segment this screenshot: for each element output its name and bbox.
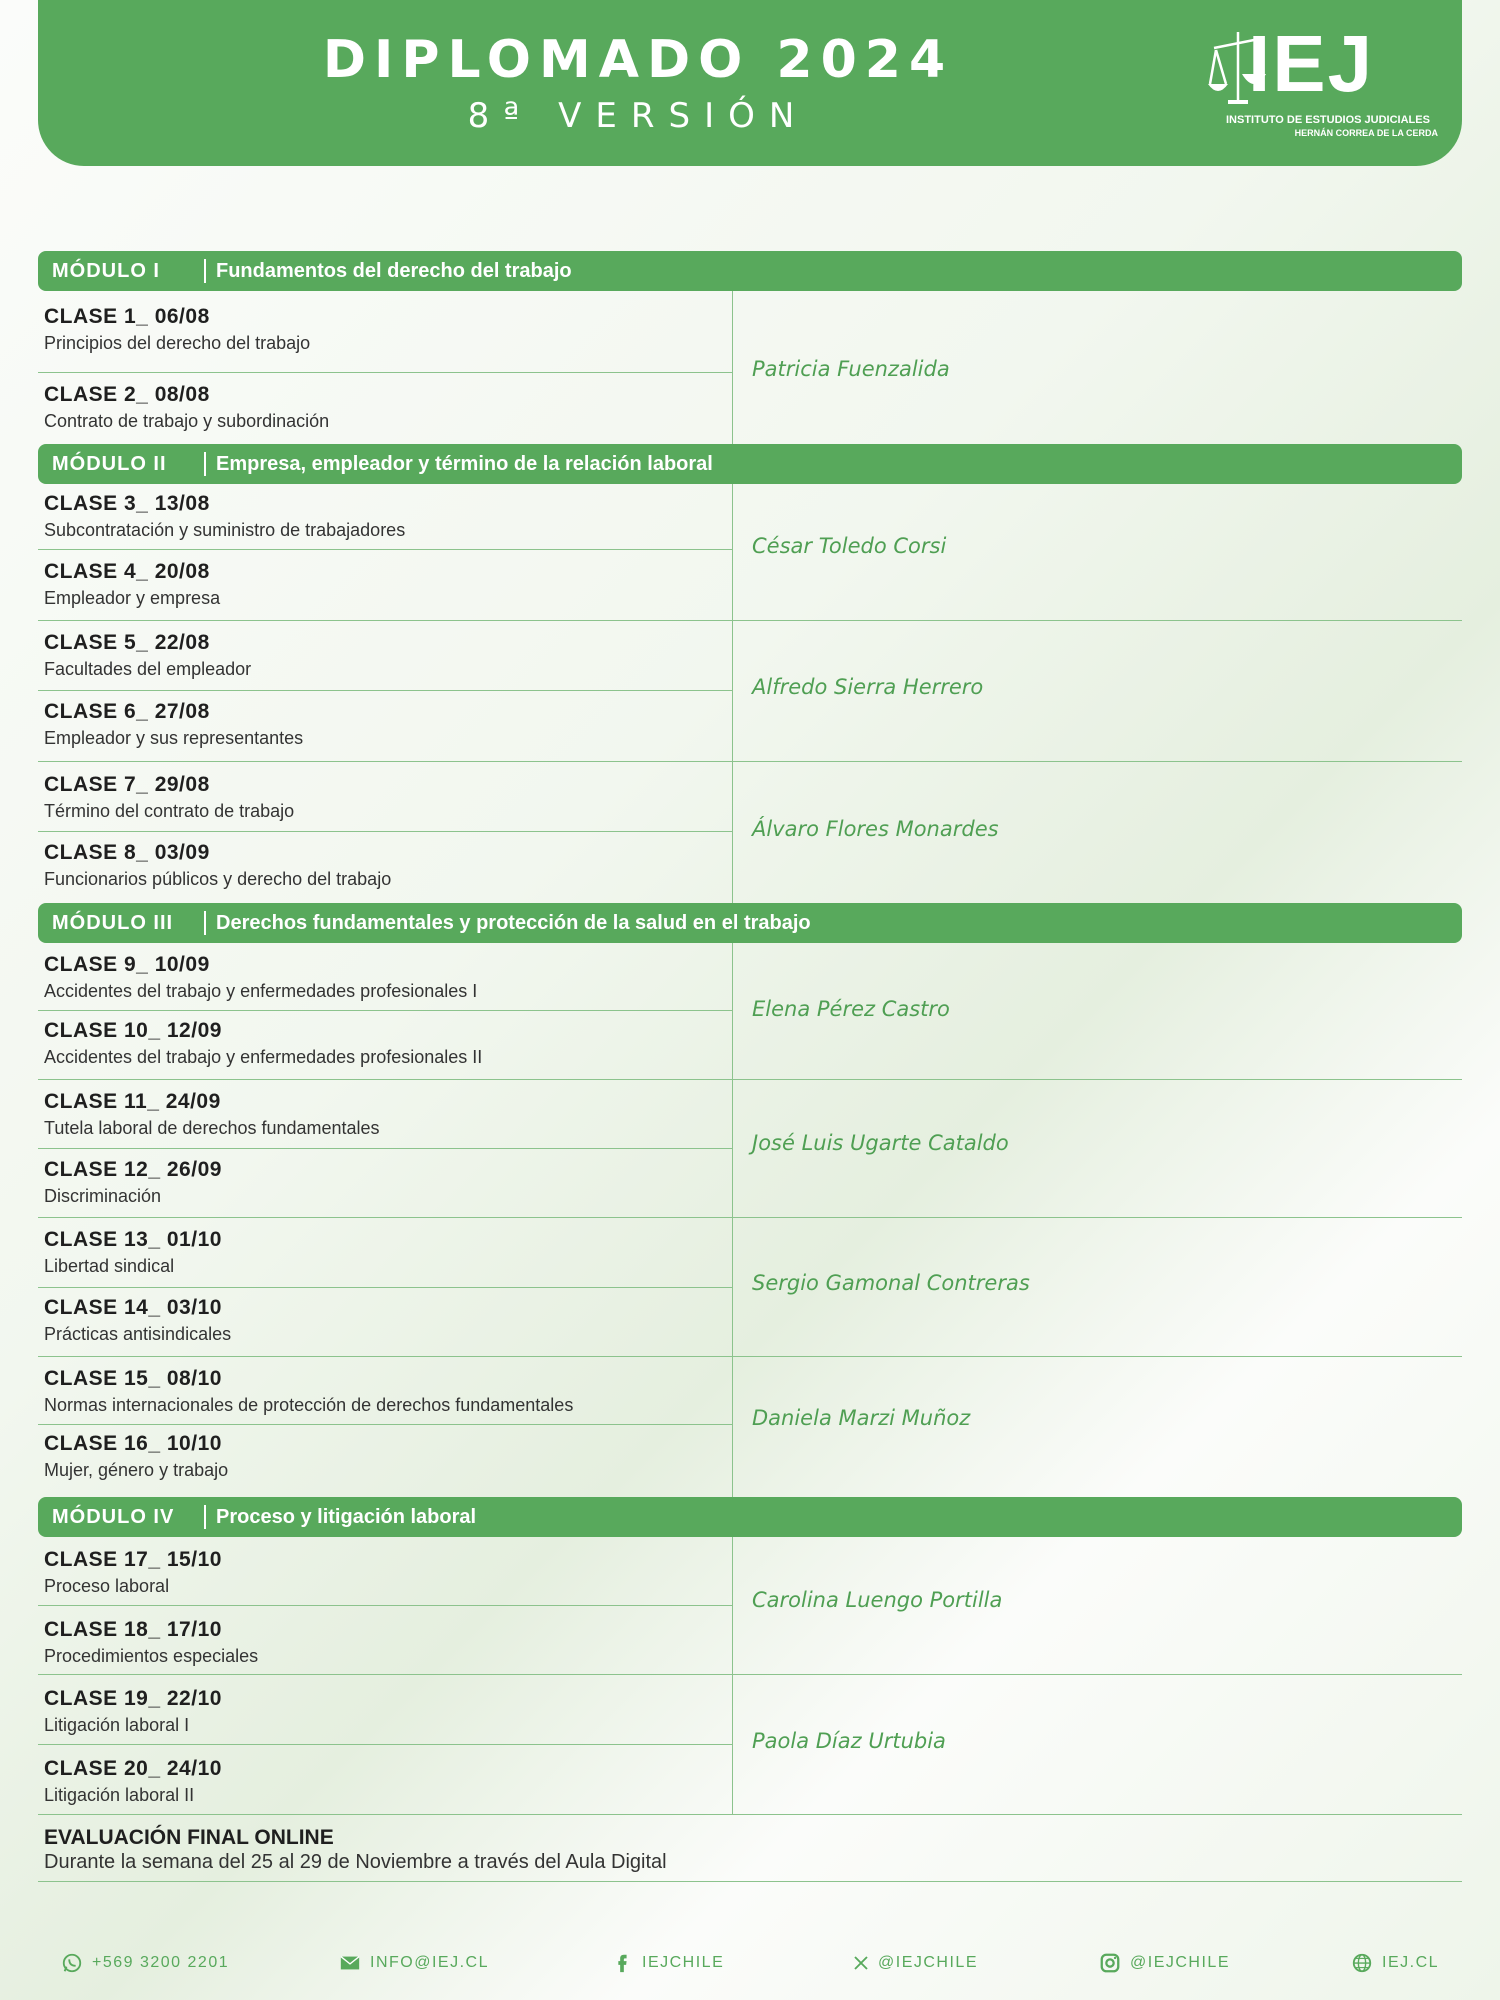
class-topic: Principios del derecho del trabajo <box>44 333 311 353</box>
class-topic: Término del contrato de trabajo <box>44 801 295 821</box>
module-title: Proceso y litigación laboral <box>216 1506 477 1528</box>
class-heading: CLASE 1_ 06/08 <box>44 305 210 328</box>
module-code: MÓDULO IV <box>52 1506 175 1528</box>
class-heading: CLASE 2_ 08/08 <box>44 383 210 406</box>
row-divider <box>38 1010 732 1011</box>
class-heading: CLASE 16_ 10/10 <box>44 1432 222 1455</box>
class-heading: CLASE 13_ 01/10 <box>44 1228 222 1251</box>
module-code: MÓDULO II <box>52 453 167 475</box>
class-heading: CLASE 10_ 12/09 <box>44 1019 222 1042</box>
class-topic: Proceso laboral <box>44 1576 170 1596</box>
teacher-name: César Toledo Corsi <box>752 534 947 558</box>
group-divider <box>38 1674 1462 1675</box>
row-divider <box>38 1287 732 1288</box>
footer-phone[interactable] <box>60 1952 229 1974</box>
class-topic: Prácticas antisindicales <box>44 1324 232 1344</box>
teacher-name: Alfredo Sierra Herrero <box>752 675 984 699</box>
class-item <box>44 1367 573 1416</box>
class-heading: CLASE 9_ 10/09 <box>44 953 210 976</box>
header-banner <box>38 0 1462 166</box>
group-divider <box>38 1217 1462 1218</box>
module-2-bar <box>38 444 1462 484</box>
class-heading: CLASE 7_ 29/08 <box>44 773 210 796</box>
teacher-name: Carolina Luengo Portilla <box>752 1588 1003 1612</box>
class-topic: Facultades del empleador <box>44 659 252 679</box>
row-divider <box>38 1424 732 1425</box>
class-topic: Tutela laboral de derechos fundamentales <box>44 1118 380 1138</box>
module-separator <box>204 259 206 283</box>
class-topic: Accidentes del trabajo y enfermedades profesionales I <box>44 981 478 1001</box>
group-divider <box>38 1814 1462 1815</box>
class-heading: CLASE 15_ 08/10 <box>44 1367 222 1390</box>
module-4-bar <box>38 1497 1462 1537</box>
row-divider <box>38 831 732 832</box>
class-topic: Discriminación <box>44 1186 162 1206</box>
footer-instagram-text: @IEJCHILE <box>1130 1954 1230 1972</box>
module-code: MÓDULO III <box>52 912 174 934</box>
class-item <box>44 841 391 890</box>
module-title: Fundamentos del derecho del trabajo <box>216 260 572 282</box>
class-item <box>44 953 477 1002</box>
footer-contacts <box>0 1952 1500 1982</box>
module-separator <box>204 452 206 476</box>
class-topic: Funcionarios públicos y derecho del trabajo <box>44 869 392 889</box>
logo-wordmark: IEJ <box>1248 19 1375 108</box>
iej-logo <box>1208 18 1438 146</box>
teacher-name: Sergio Gamonal Contreras <box>752 1271 1030 1295</box>
class-topic: Libertad sindical <box>44 1256 175 1276</box>
group-divider <box>38 620 1462 621</box>
row-divider <box>38 1744 732 1745</box>
class-heading: CLASE 19_ 22/10 <box>44 1687 222 1710</box>
teacher-name: Patricia Fuenzalida <box>752 357 950 381</box>
class-heading: CLASE 5_ 22/08 <box>44 631 210 654</box>
logo-line1: INSTITUTO DE ESTUDIOS JUDICIALES <box>1226 114 1430 126</box>
class-topic: Mujer, género y trabajo <box>44 1460 229 1480</box>
class-topic: Empleador y sus representantes <box>44 728 304 748</box>
footer-facebook-text: IEJCHILE <box>642 1954 725 1972</box>
class-heading: CLASE 20_ 24/10 <box>44 1757 222 1780</box>
group-divider <box>38 1356 1462 1357</box>
class-heading: CLASE 4_ 20/08 <box>44 560 210 583</box>
row-divider <box>38 549 732 550</box>
module-title: Derechos fundamentales y protección de la salud en el trabajo <box>216 912 811 934</box>
column-divider <box>732 943 733 1497</box>
teacher-name: Álvaro Flores Monardes <box>752 817 999 841</box>
class-item <box>44 1618 258 1667</box>
column-divider <box>732 291 733 444</box>
class-item <box>44 1090 380 1139</box>
class-topic: Subcontratación y suministro de trabajadores <box>44 520 406 540</box>
page-subtitle: 8ª VERSIÓN <box>467 96 809 136</box>
class-topic: Litigación laboral II <box>44 1785 195 1805</box>
class-topic: Litigación laboral I <box>44 1715 190 1735</box>
page-title: DIPLOMADO 2024 <box>322 30 954 90</box>
column-divider <box>732 484 733 903</box>
module-3-bar <box>38 903 1462 943</box>
class-item <box>44 1687 222 1736</box>
footer-email-text: INFO@IEJ.CL <box>370 1954 489 1972</box>
mail-icon <box>338 1952 362 1974</box>
column-divider <box>732 1537 733 1814</box>
class-item <box>44 700 303 749</box>
facebook-icon <box>610 1952 634 1974</box>
module-title: Empresa, empleador y término de la relación laboral <box>216 453 713 475</box>
class-item <box>44 305 310 354</box>
class-item <box>44 1228 222 1277</box>
class-item <box>44 1019 482 1068</box>
row-divider <box>38 1148 732 1149</box>
module-separator <box>204 1505 206 1529</box>
class-item <box>44 773 294 822</box>
row-divider <box>38 1605 732 1606</box>
footer-phone-text: +569 3200 2201 <box>92 1954 230 1972</box>
class-item <box>44 1757 222 1806</box>
teacher-name: Elena Pérez Castro <box>752 997 950 1021</box>
class-topic: Empleador y empresa <box>44 588 221 608</box>
module-1-bar <box>38 251 1462 291</box>
row-divider <box>38 372 732 373</box>
class-item <box>44 492 405 541</box>
class-heading: CLASE 17_ 15/10 <box>44 1548 222 1571</box>
footer-website-text: IEJ.CL <box>1382 1954 1440 1972</box>
module-separator <box>204 911 206 935</box>
class-item <box>44 1158 222 1207</box>
footer-website[interactable] <box>1350 1952 1439 1974</box>
footer-x-text: @IEJCHILE <box>878 1954 978 1972</box>
evaluation-title: EVALUACIÓN FINAL ONLINE <box>44 1826 334 1849</box>
whatsapp-icon <box>60 1952 84 1974</box>
class-item <box>44 631 251 680</box>
footer-email[interactable] <box>338 1952 489 1974</box>
group-divider <box>38 1881 1462 1882</box>
class-topic: Procedimientos especiales <box>44 1646 259 1666</box>
class-item <box>44 1296 231 1345</box>
teacher-name: Paola Díaz Urtubia <box>752 1729 946 1753</box>
footer-instagram[interactable] <box>1098 1952 1230 1974</box>
class-topic: Normas internacionales de protección de derechos fundamentales <box>44 1395 574 1415</box>
class-heading: CLASE 6_ 27/08 <box>44 700 210 723</box>
row-divider <box>38 690 732 691</box>
globe-icon <box>1350 1952 1374 1974</box>
logo-line2: HERNÁN CORREA DE LA CERDA <box>1294 128 1438 138</box>
teacher-name: Daniela Marzi Muñoz <box>752 1406 971 1430</box>
class-heading: CLASE 11_ 24/09 <box>44 1090 221 1113</box>
class-topic: Contrato de trabajo y subordinación <box>44 411 330 431</box>
class-item <box>44 1548 222 1597</box>
class-topic: Accidentes del trabajo y enfermedades profesionales II <box>44 1047 483 1067</box>
footer-facebook[interactable] <box>610 1952 724 1974</box>
evaluation-description: Durante la semana del 25 al 29 de Noviembre a través del Aula Digital <box>44 1851 667 1873</box>
group-divider <box>38 1079 1462 1080</box>
group-divider <box>38 761 1462 762</box>
teacher-name: José Luis Ugarte Cataldo <box>752 1131 1009 1155</box>
class-item <box>44 1432 228 1481</box>
class-heading: CLASE 18_ 17/10 <box>44 1618 222 1641</box>
class-heading: CLASE 8_ 03/09 <box>44 841 210 864</box>
class-heading: CLASE 12_ 26/09 <box>44 1158 222 1181</box>
module-code: MÓDULO I <box>52 260 160 282</box>
footer-x[interactable] <box>852 1952 978 1974</box>
class-heading: CLASE 3_ 13/08 <box>44 492 210 515</box>
class-item <box>44 383 329 432</box>
class-heading: CLASE 14_ 03/10 <box>44 1296 222 1319</box>
class-item <box>44 560 220 609</box>
instagram-icon <box>1098 1952 1122 1974</box>
x-icon <box>852 1952 870 1974</box>
